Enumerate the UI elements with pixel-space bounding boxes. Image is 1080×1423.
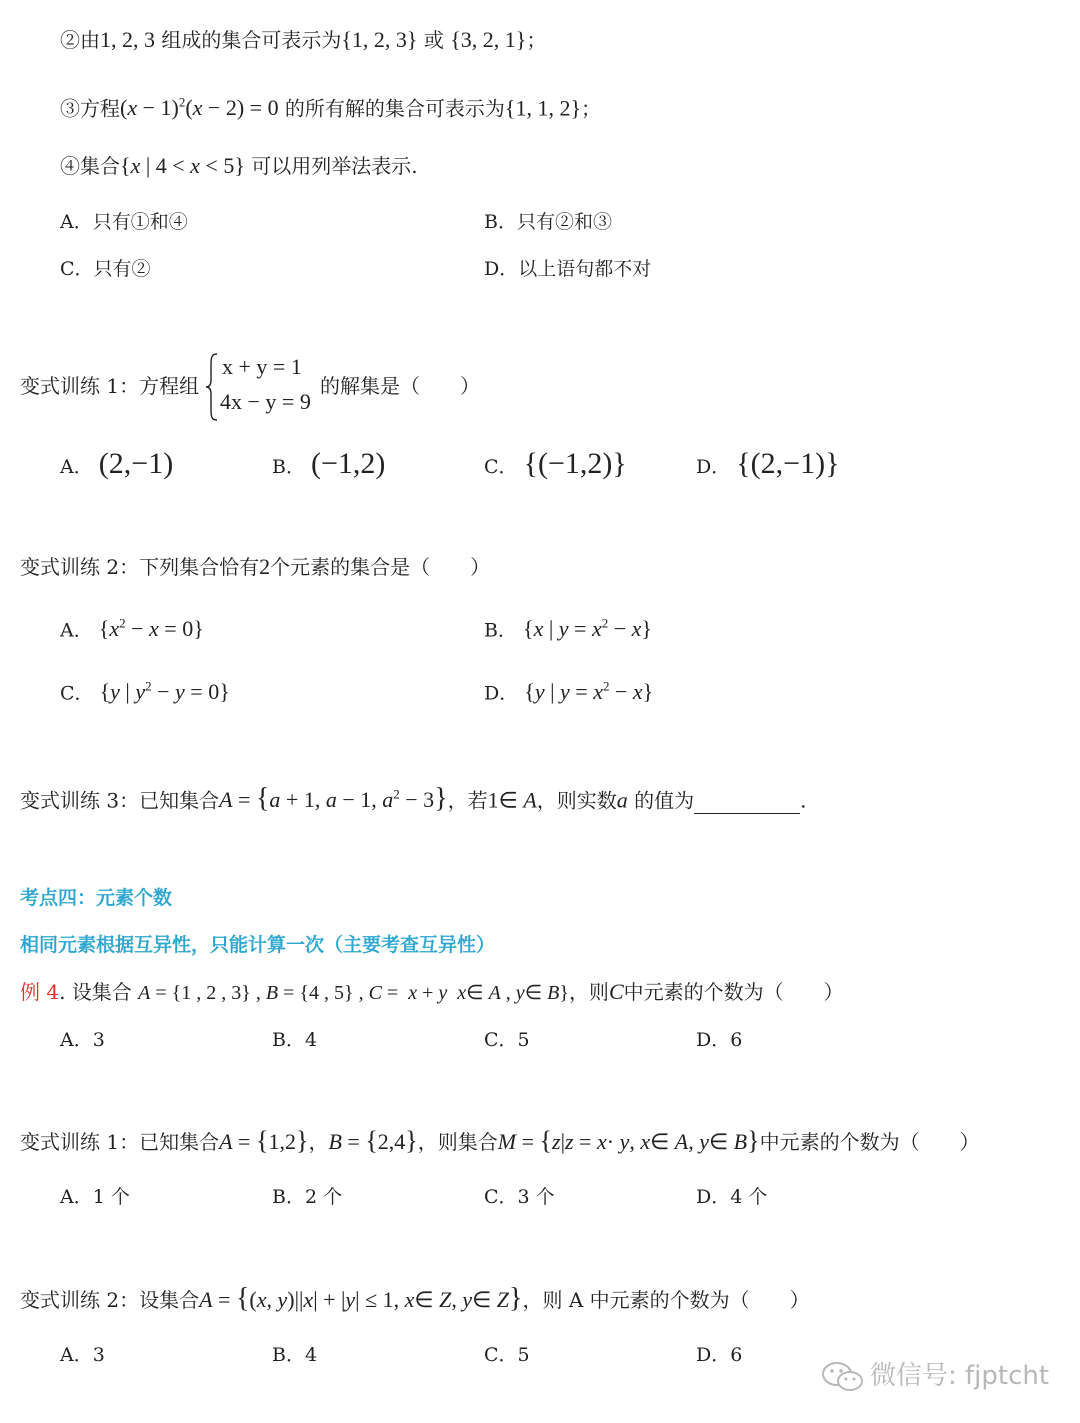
v41-option-d: D．4 个 — [696, 1186, 768, 1208]
statement-3: ③方程$(x - 1)^2(x - 2) = 0$ 的所有解的集合可表示为{1, 1, 2}； — [60, 95, 602, 121]
v2-option-d: D． {y | $y = x^2 - x$} — [484, 679, 654, 705]
wechat-icon — [820, 1360, 866, 1394]
v2-option-b: B． {x | $y = x^2 - x$} — [484, 616, 652, 642]
v42-question: 变式训练 2：设集合A = {(x, y)||x| + |y| ≤ 1, x∈ Z, y∈ Z}，则 A 中元素的个数为（ ） — [20, 1283, 810, 1314]
statement-2: ②由1, 2, 3 组成的集合可表示为{1, 2, 3} 或 {3, 2, 1}； — [60, 27, 547, 52]
option-b: B．只有②和③ — [484, 211, 612, 233]
v1-label: 变式训练 1：方程组 — [20, 374, 200, 398]
v41-question: 变式训练 1：已知集合A = {1,2}，B = {2,4}，则集合M = {z|z = x· y, x∈ A, y∈ B}中元素的个数为（ ） — [20, 1126, 980, 1155]
watermark: 微信号: fjptcht — [820, 1355, 1049, 1394]
v1-option-a: A． (2,−1) — [60, 447, 174, 480]
v1-option-b: B． (−1,2) — [272, 447, 386, 480]
option-d: D．以上语句都不对 — [484, 258, 652, 280]
section-title: 考点四：元素个数 — [20, 887, 173, 909]
statement-4: ④集合{x | 4 < x < 5} 可以用列举法表示. — [60, 153, 418, 178]
section-subtitle: 相同元素根据互异性，只能计算一次（主要考查互异性） — [20, 934, 496, 956]
option-a: A．只有①和④ — [60, 211, 188, 233]
ex4-option-b: B．4 — [272, 1029, 318, 1051]
example-4: 例 4. 设集合 A = {1 , 2 , 3} , B = {4 , 5} , C = x + y x∈ A , y∈ B}，则C中元素的个数为（ ） — [20, 979, 844, 1004]
v1-option-d: D． {(2,−1)} — [696, 447, 840, 480]
v3-question: 变式训练 3：已知集合A = {a + 1, a − 1, $a^2 - 3$}，若1∈ A，则实数a 的值为 . — [20, 783, 807, 815]
system-brace — [204, 352, 220, 422]
ex4-option-c: C．5 — [484, 1029, 530, 1051]
v42-option-b: B．4 — [272, 1344, 318, 1366]
ex4-option-d: D．6 — [696, 1029, 743, 1051]
v41-option-a: A．1 个 — [60, 1186, 130, 1208]
system-eq1: x + y = 1 — [222, 354, 302, 379]
v41-option-c: C．3 个 — [484, 1186, 555, 1208]
v2-option-c: C． {y | $y^2 - y = 0$} — [60, 679, 230, 705]
set-expression: {x | 4 < x < 5} — [120, 153, 245, 178]
ex4-option-a: A．3 — [60, 1029, 105, 1051]
v41-option-b: B．2 个 — [272, 1186, 343, 1208]
v2-label: 变式训练 2：下列集合恰有2个元素的集合是（ ） — [20, 554, 491, 579]
v42-option-c: C．5 — [484, 1344, 530, 1366]
v42-option-a: A．3 — [60, 1344, 105, 1366]
option-c: C．只有② — [60, 258, 151, 280]
v1-option-c: C． {(−1,2)} — [484, 447, 627, 480]
v1-tail: 的解集是（ ） — [320, 374, 480, 398]
equation: $(x - 1)^2(x - 2) = 0$ — [120, 95, 279, 121]
v42-option-d: D．6 — [696, 1344, 743, 1366]
v2-option-a: A． $\{x^2 - x = 0\}$ — [60, 616, 204, 642]
system-eq2: 4x − y = 9 — [220, 389, 311, 414]
answer-blank[interactable] — [694, 793, 800, 814]
